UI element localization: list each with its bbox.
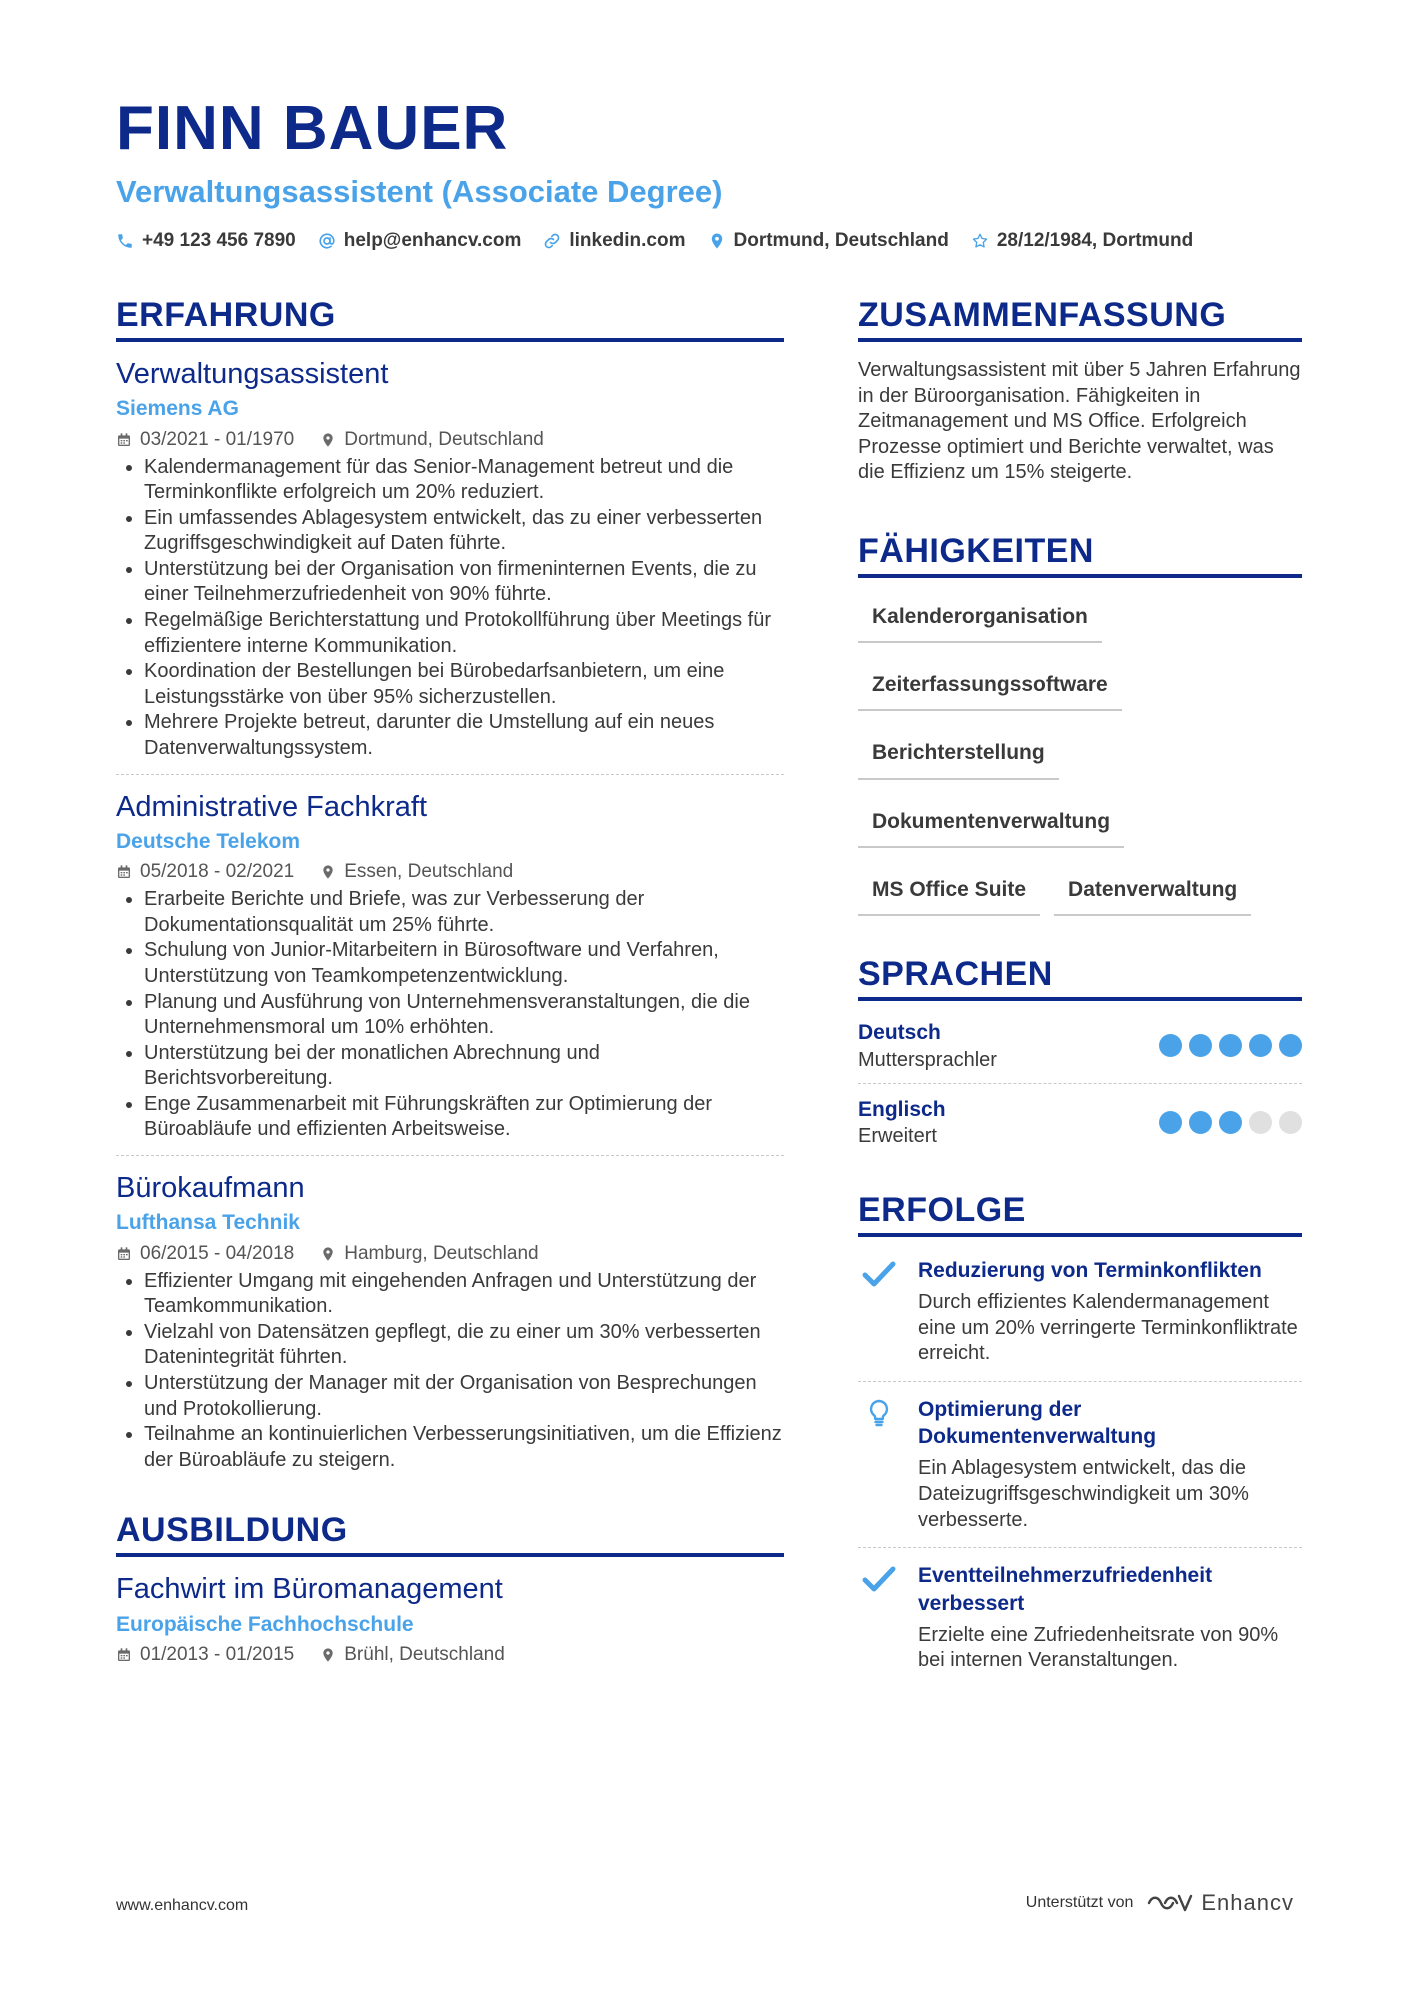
location-pin-icon [320,1647,336,1663]
job-meta [116,429,784,451]
language-text [858,1096,946,1149]
skill-tag: Kalenderorganisation [858,592,1102,643]
language-name: Englisch [858,1097,946,1121]
job-bullets [116,887,784,1143]
location-pin-icon [320,432,336,448]
language-name: Deutsch [858,1021,941,1045]
job-bullets [116,455,784,762]
job-bullet: Unterstützung bei der monatlichen Abrechnung und Berichtsvorbereitung. [116,1041,784,1092]
job-bullet: Effizienter Umgang mit eingehenden Anfragen und Unterstützung der Teamkommunikation. [116,1269,784,1320]
experience-heading: ERFAHRUNG [116,298,784,342]
achievements-list [858,1251,1302,1688]
language-item [858,1013,1302,1082]
rating-dot [1279,1111,1302,1134]
job-dates: 03/2021 - 01/1970 [116,429,294,451]
language-level: Muttersprachler [858,1048,997,1071]
job-company: Siemens AG [116,397,239,421]
job-bullet: Unterstützung bei der Organisation von firmeninternen Events, die zu einer Teilnehmerzufriedenheit von 90% führte. [116,557,784,608]
skill-tag: MS Office Suite [858,865,1040,916]
job-bullet: Koordination der Bestellungen bei Bürobedarfsanbietern, um eine Leistungsstärke von über 95% sicherzustellen. [116,659,784,710]
experience-entry [116,342,784,774]
job-location: Hamburg, Deutschland [320,1243,538,1265]
achievement-desc: Erzielte eine Zufriedenheitsrate von 90% bei internen Veranstaltungen. [918,1623,1279,1672]
education-school: Europäische Fachhochschule [116,1612,414,1636]
check-icon [858,1562,900,1594]
education-degree: Fachwirt im Büromanagement [116,1573,503,1606]
achievement-item [858,1251,1302,1381]
contact-birth: 28/12/1984, Dortmund [971,230,1193,252]
experience-entry [116,1155,784,1485]
job-dates: 06/2015 - 04/2018 [116,1243,294,1265]
experience-list [116,342,784,1485]
right-column [858,298,1302,1688]
job-location: Essen, Deutschland [320,861,513,883]
enhancv-logo[interactable]: Enhancv [1145,1890,1294,1916]
job-location: Dortmund, Deutschland [320,429,544,451]
achievement-desc: Ein Ablagesystem entwickelt, das die Dateizugriffsgeschwindigkeit um 30% verbesserte. [918,1457,1249,1531]
rating-dot [1159,1034,1182,1057]
skill-tag: Dokumentenverwaltung [858,797,1124,848]
calendar-icon [116,1647,132,1663]
skill-tag: Zeiterfassungssoftware [858,660,1122,711]
job-bullet: Enge Zusammenarbeit mit Führungskräften zur Optimierung der Büroabläufe und effizienten Arbeitsweise. [116,1092,784,1143]
contact-linkedin[interactable]: linkedin.com [543,230,685,252]
footer-powered [1026,1890,1294,1916]
job-bullet: Kalendermanagement für das Senior-Management betreut und die Terminkonflikte erfolgreich um 20% reduziert. [116,455,784,506]
job-bullet: Mehrere Projekte betreut, darunter die Umstellung auf ein neues Datenverwaltungssystem. [116,710,784,761]
candidate-name: FINN BAUER [116,94,509,163]
left-column [116,298,784,1678]
location-pin-icon [320,1246,336,1262]
job-dates: 05/2018 - 02/2021 [116,861,294,883]
achievement-body [918,1396,1302,1533]
education-meta [116,1644,784,1666]
education-heading: AUSBILDUNG [116,1513,784,1557]
skills-heading: FÄHIGKEITEN [858,534,1302,578]
rating-dot [1219,1111,1242,1134]
contact-location: Dortmund, Deutschland [708,230,949,252]
achievement-item [858,1547,1302,1688]
achievement-desc: Durch effizientes Kalendermanagement eine um 20% verringerte Terminkonfliktrate erreicht. [918,1291,1298,1365]
skill-tag: Berichterstellung [858,728,1059,779]
education-location: Brühl, Deutschland [320,1644,505,1666]
languages-heading: SPRACHEN [858,957,1302,1001]
job-bullet: Erarbeite Berichte und Briefe, was zur Verbesserung der Dokumentationsqualität um 25% führte. [116,887,784,938]
job-bullet: Schulung von Junior-Mitarbeitern in Bürosoftware und Verfahren, Unterstützung von Teamkompetenzentwicklung. [116,938,784,989]
education-dates: 01/2013 - 01/2015 [116,1644,294,1666]
achievement-body [918,1562,1302,1674]
job-company: Lufthansa Technik [116,1211,300,1235]
contact-bar [116,230,1193,252]
achievement-title: Reduzierung von Terminkonflikten [918,1258,1262,1282]
lightbulb-icon [858,1396,900,1428]
experience-entry [116,774,784,1155]
achievements-heading: ERFOLGE [858,1193,1302,1237]
rating-dot [1219,1034,1242,1057]
star-icon [971,232,989,250]
phone-icon [116,232,134,250]
enhancv-logo-icon [1145,1890,1193,1916]
job-bullet: Vielzahl von Datensätzen gepflegt, die zu einer um 30% verbesserten Datenintegrität führten. [116,1320,784,1371]
job-bullet: Ein umfassendes Ablagesystem entwickelt, das zu einer verbesserten Zugriffsgeschwindigkeit auf Daten führte. [116,506,784,557]
job-company: Deutsche Telekom [116,829,301,853]
check-icon [858,1257,900,1289]
rating-dot [1279,1034,1302,1057]
summary-text: Verwaltungsassistent mit über 5 Jahren Erfahrung in der Büroorganisation. Fähigkeiten in Zeitmanagement und MS Office. Erfolgreich Prozesse optimiert und Berichte verwaltet, was die Effizienz um 15% steigerte. [858,359,1301,484]
language-rating [1159,1111,1302,1134]
language-text [858,1019,997,1072]
calendar-icon [116,432,132,448]
job-bullet: Unterstützung der Manager mit der Organisation von Besprechungen und Protokollierung. [116,1371,784,1422]
job-bullet: Planung und Ausführung von Unternehmensveranstaltungen, die die Unternehmensmoral um 10% erhöhten. [116,990,784,1041]
job-title: Administrative Fachkraft [116,790,428,823]
achievement-body [918,1257,1302,1367]
job-bullets [116,1269,784,1474]
job-title: Bürokaufmann [116,1172,305,1205]
link-icon [543,232,561,250]
summary-heading: ZUSAMMENFASSUNG [858,298,1302,342]
powered-by-label: Unterstützt von [1025,1894,1134,1911]
language-level: Erweitert [858,1124,937,1147]
achievement-title: Optimierung der Dokumentenverwaltung [918,1397,1157,1449]
rating-dot [1249,1111,1272,1134]
skill-tag: Datenverwaltung [1054,865,1251,916]
languages-list [858,1013,1302,1159]
job-bullet: Teilnahme an kontinuierlichen Verbesserungsinitiativen, um die Effizienz der Büroabläufe zu steigern. [116,1422,784,1473]
calendar-icon [116,864,132,880]
candidate-title: Verwaltungsassistent (Associate Degree) [116,174,723,209]
calendar-icon [116,1246,132,1262]
rating-dot [1249,1034,1272,1057]
job-title: Verwaltungsassistent [116,358,389,390]
footer-website[interactable]: www.enhancv.com [116,1897,249,1914]
contact-phone[interactable]: +49 123 456 7890 [116,230,296,252]
job-bullet: Regelmäßige Berichterstattung und Protokollführung über Meetings für effizientere interne Kommunikation. [116,608,784,659]
location-pin-icon [320,864,336,880]
education-entry [116,1557,784,1678]
job-meta [116,1243,784,1265]
rating-dot [1159,1111,1182,1134]
rating-dot [1189,1111,1212,1134]
job-meta [116,861,784,883]
rating-dot [1189,1034,1212,1057]
contact-email[interactable]: help@enhancv.com [318,230,522,252]
skills-list [858,592,1302,933]
language-item [858,1083,1302,1159]
location-pin-icon [708,232,726,250]
language-rating [1159,1034,1302,1057]
achievement-title: Eventteilnehmerzufriedenheit verbessert [918,1564,1213,1615]
achievement-item [858,1381,1302,1547]
at-icon [318,232,336,250]
